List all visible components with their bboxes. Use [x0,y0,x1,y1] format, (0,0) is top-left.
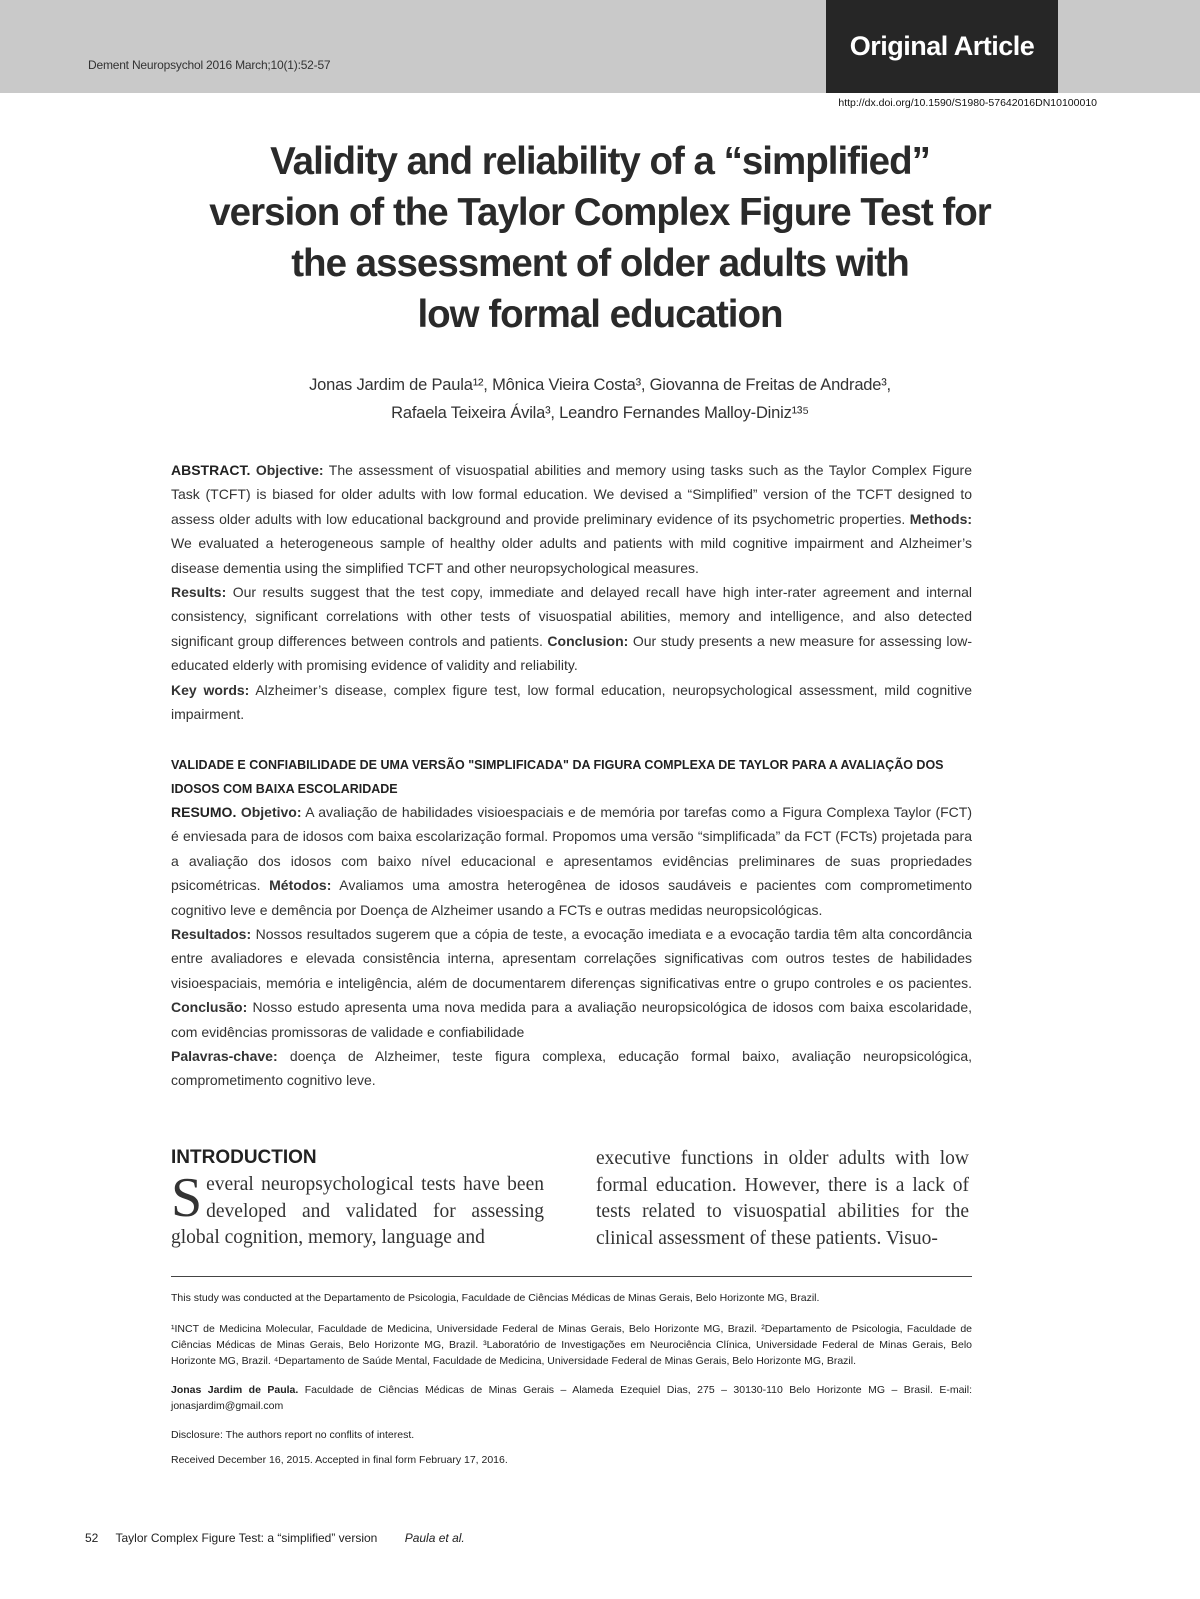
methods-label: Methods: [909,510,973,527]
metodos-text: Avaliamos uma amostra heterogênea de idosos saudáveis e pacientes com comprometimento cognitivo leve e demência por Doença de Alzheimer usando a FCTs e outras medidas neuropsicológicas. [171,877,972,918]
footnote-disclosure: Disclosure: The authors report no conflits of interest. [171,1429,415,1441]
keywords-text: Alzheimer’s disease, complex figure test, low formal education, neuropsychological assessment, mild cognitive impairment. [171,681,972,723]
methods-text: We evaluated a heterogeneous sample of healthy older adults and patients with mild cognitive impairment and Alzheimer’s disease dementia using the simplified TCFT and other neuropsychological measures. [171,535,972,576]
abstract-label: ABSTRACT. [171,462,251,478]
objective-text: The assessment of visuospatial abilities and memory using tasks such as the Taylor Complex Figure Task (TCFT) is biased for older adults with low formal education. We devised a “Simplified” version of the TCFT designed to assess older adults with low educational background and provide preliminary evidence of its psychometric properties. [171,462,972,527]
running-authors: Paula et al. [404,1531,465,1545]
footnote-divider [171,1276,972,1277]
title-line: Validity and reliability of a “simplified” [270,140,930,183]
title-line: the assessment of older adults with [291,242,909,285]
introduction-heading: INTRODUCTION [171,1147,317,1168]
footnote-affiliations: ¹INCT de Medicina Molecular, Faculdade de Medicina, Universidade Federal de Minas Gerais, Belo Horizonte MG, Brazil. ²Departamento de Psicologia, Faculdade de Ciências Médicas de Minas Gerais, Belo Horizonte MG, Brazil. ³Laboratório de Investigações em Neurociência Clínica, Universidade Federal de Minas Gerais, Belo Horizonte MG, Brazil. ⁴Departamento de Saúde Mental, Faculdade de Medicina, Universidade Federal de Minas Gerais, Belo Horizonte MG, Brazil. [171,1323,972,1367]
doi-link[interactable]: http://dx.doi.org/10.1590/S1980-57642016DN10100010 [838,97,1097,109]
abstract [171,458,972,726]
page-footer [85,1531,465,1545]
correspondence-address: Faculdade de Ciências Médicas de Minas Gerais – Alameda Ezequiel Dias, 275 – 30130-110 Belo Horizonte MG – Brasil. E-mail: jonasjardim@gmail.com [171,1384,972,1412]
keywords-label: Key words: [171,681,250,698]
results-label: Results: [171,584,227,601]
article-title [120,136,1080,340]
objective-label: Objective: [255,462,324,478]
conclusao-label: Conclusão: [171,999,248,1016]
conclusion-text: Our study presents a new measure for assessing low-educated elderly with promising evidence of validity and reliability. [171,632,973,674]
resumo-title: VALIDADE E CONFIABILIDADE DE UMA VERSÃO "SIMPLIFICADA" DA FIGURA COMPLEXA DE TAYLOR PARA A AVALIAÇÃO DOS IDOSOS COM BAIXA ESCOLARIDADE [171,758,944,796]
objetivo-text: A avaliação de habilidades visioespaciais e de memória por tarefas como a Figura Complexa Taylor (FCT) é enviesada para de idosos com baixa escolarização formal. Propomos uma versão “simplificada” da FCT (FCTs) projetada para a avaliação dos idosos com baixo nível educacional e apresentamos evidências preliminares de suas propriedades psicométricas. [171,804,972,894]
authors-line: Jonas Jardim de Paula¹², Mônica Vieira Costa³, Giovanna de Freitas de Andrade³, [309,376,891,394]
correspondence-name: Jonas Jardim de Paula. [171,1384,299,1396]
palavras-chave-text: doença de Alzheimer, teste figura complexa, educação formal baixo, avaliação neuropsicológica, comprometimento cognitivo leve. [171,1048,972,1089]
journal-reference: Dement Neuropsychol 2016 March;10(1):52-57 [88,58,331,72]
footnote-received: Received December 16, 2015. Accepted in final form February 17, 2016. [171,1454,508,1466]
article-type-badge: Original Article [826,0,1058,93]
resumo-label: RESUMO. [171,804,237,820]
resultados-text: Nossos resultados sugerem que a cópia de teste, a evocação imediata e a evocação tardia têm alta concordância entre avaliadores e elevada consistência interna, apresentam correlações significativas com outros testes de habilidades visioespaciais, memória e inteligência, além de documentarem diferenças significativas entre o grupo controles e os pacientes. [171,926,973,991]
drop-cap: S [171,1167,203,1229]
author-list [150,371,1050,427]
title-line: low formal education [417,293,783,336]
introduction-column-right: executive functions in older adults with low formal education. However, there is a lack of tests related to visuospatial abilities for the clinical assessment of these patients. Visuo- [596,1148,969,1249]
conclusao-text: Nosso estudo apresenta uma nova medida para a avaliação neuropsicológica de idosos com baixa escolaridade, com evidências promissoras de validade e confiabilidade [171,999,972,1040]
results-text: Our results suggest that the test copy, immediate and delayed recall have high inter-rater agreement and internal consistency, significant correlations with other tests of visuospatial abilities, memory and intelligence, and also detected significant group differences between controls and patients. [171,584,972,649]
resumo [171,800,972,1093]
page-number: 52 [85,1531,99,1545]
footnote-study: This study was conducted at the Departamento de Psicologia, Faculdade de Ciências Médicas de Minas Gerais, Belo Horizonte MG, Brazil. [171,1292,820,1304]
authors-line: Rafaela Teixeira Ávila³, Leandro Fernandes Malloy-Diniz¹³⁵ [391,404,809,422]
introduction-column-left [171,1167,544,1252]
footnote-correspondence [171,1382,972,1414]
metodos-label: Métodos: [269,877,332,894]
conclusion-label: Conclusion: [547,632,629,649]
running-title: Taylor Complex Figure Test: a “simplified” version [115,1531,378,1545]
objetivo-label: Objetivo: [240,804,302,820]
introduction-text-left: everal neuropsychological tests have been developed and validated for assessing global cognition, memory, language and [171,1174,544,1248]
title-line: version of the Taylor Complex Figure Test for [209,191,991,234]
palavras-chave-label: Palavras-chave: [171,1048,278,1065]
resultados-label: Resultados: [171,926,252,943]
